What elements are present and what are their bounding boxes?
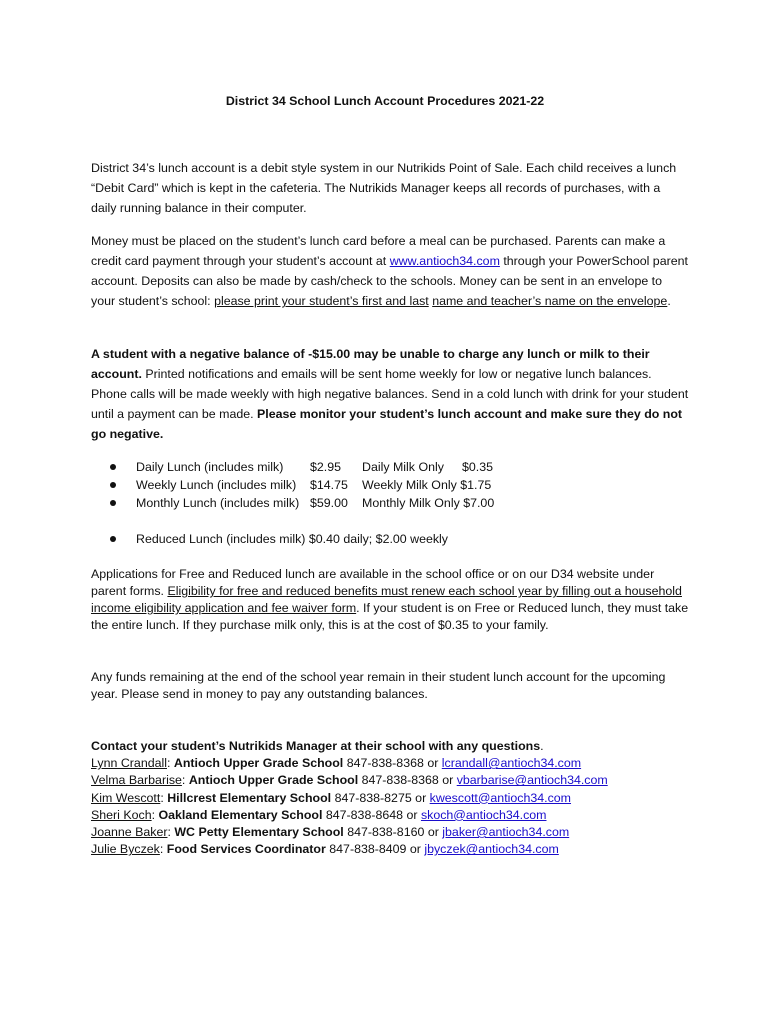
money-paragraph: Money must be placed on the student’s lunch card before a meal can be purchased. Parents can make a credit card payment through your student’s account at www.antioch34.com through your PowerSchool parent account. Deposits can also be made by cash/check to the schools. Money can be sent in an envelope to your student’s school: please print your student’s first and last name and teacher’s name on the envelope.	[91, 234, 688, 308]
contact-email-link[interactable]: kwescott@antioch34.com	[429, 790, 572, 805]
intro-text: District 34’s lunch account is a debit style system in our Nutrikids Point of Sale. Each child receives a lunch “Debit Card” which is kept in the cafeteria. The Nutrikids Manager keeps all records of purchases, with a daily running balance in their computer.	[91, 161, 677, 215]
contact-name: Joanne Baker	[91, 825, 168, 840]
bullet-icon	[110, 464, 116, 470]
bullet-icon	[110, 536, 116, 542]
contact-email-link[interactable]: lcrandall@antioch34.com	[441, 756, 582, 771]
contact-row: Velma Barbarise: Antioch Upper Grade School 847-838-8368 or vbarbarise@antioch34.com	[91, 773, 608, 788]
document-page: District 34 School Lunch Account Procedures 2021-22 District 34’s lunch account is a debit style system in our Nutrikids Point of Sale. Each child receives a lunch “Debit Card” which is kept in the cafeteria. The Nutrikids Manager keeps all records of purchases, with a daily running balance in their computer. Money must be placed on the student’s lunch card before a meal can be purchased. Parents can make a credit card payment through your student’s account at www.antioch34.com through your PowerSchool parent account. Deposits can also be made by cash/check to the schools. Money can be sent in an envelope to your student’s school: please print your student’s first and last name and teacher’s name on the envelope. A student with a negative balance of -$15.00 may be unable to charge any lunch or milk to their account. Printed notifications and emails will be sent home weekly for low or negative lunch balances. Phone calls will be made weekly with high negative balances. Send in a cold lunch with drink for your student until a payment can be made. Please monitor your student’s lunch account and make sure they do not go negative. Daily Lunch (includes milk) $2.95 Daily Milk Only $0.35 Weekly Lunch (includes milk) $14.75 Weekly Milk Only $1.75 Monthly Lunch (includes milk) $59.00 Monthly Milk Only $7.00 Reduced Lunch (includes milk) $0.40 daily; $2.00 weekly Applications for Free and Reduced lunch are available in the school office or on our D34 website under parent forms. Eligibility for free and reduced benefits must renew each school year by filling out a household income eligibility application and fee waiver form. If your student is on Free or Reduced lunch, they must take the entire lunch. If they purchase milk only, this is at the cost of $0.35 to your family. Any funds remaining at the end of the school year remain in their student lunch account for the upcoming year. Please send in money to pay any outstanding balances. Contact your student’s Nutrikids Manager at their school with any questions. Lynn Crandall: Antioch Upper Grade School 847-838-8368 or lcrandall@antioch34.com Velma Barbarise: Antioch Upper Grade School 847-838-8368 or vbarbarise@antioch34.com Kim Wescott: Hillcrest Elementary School 847-838-8275 or kwescott@antioch34.com Sheri Koch: Oakland Elementary School 847-838-8648 or skoch@antioch34.com Joanne Baker: WC Petty Elementary School 847-838-8160 or jbaker@antioch34.com Julie Byczek: Food Services Coordinator 847-838-8409 or jbyczek@antioch34.com	[0, 0, 770, 1024]
contact-row: Julie Byczek: Food Services Coordinator 847-838-8409 or jbyczek@antioch34.com	[91, 842, 559, 857]
contact-row: Kim Wescott: Hillcrest Elementary School 847-838-8275 or kwescott@antioch34.com	[91, 790, 572, 805]
website-link[interactable]: www.antioch34.com	[389, 254, 500, 268]
contact-phone: 847-838-8368	[346, 756, 424, 771]
contact-email-link[interactable]: skoch@antioch34.com	[420, 807, 547, 822]
contact-name: Sheri Koch	[91, 807, 152, 822]
bullet-icon	[110, 482, 116, 488]
negative-bold-1: A student with a negative balance of -$15.00 may be unable to charge any lunch or milk to their account.	[91, 347, 650, 381]
contact-phone: 847-838-8275	[334, 790, 412, 805]
contact-school: Oakland Elementary School	[158, 807, 323, 822]
contacts-section	[91, 738, 608, 858]
contact-school: Antioch Upper Grade School	[188, 773, 359, 788]
contact-school: Antioch Upper Grade School	[173, 756, 344, 771]
contact-row: Sheri Koch: Oakland Elementary School 847-838-8648 or skoch@antioch34.com	[91, 807, 547, 822]
applications-underlined-2: income eligibility application and fee waiver form	[91, 601, 357, 615]
money-underlined-2: name and teacher’s name on the envelope	[432, 294, 668, 308]
contact-name: Julie Byczek	[91, 842, 160, 857]
contact-row: Joanne Baker: WC Petty Elementary School 847-838-8160 or jbaker@antioch34.com	[91, 825, 570, 840]
contact-phone: 847-838-8648	[325, 807, 404, 822]
contact-email-link[interactable]: vbarbarise@antioch34.com	[456, 773, 608, 788]
contact-school: WC Petty Elementary School	[174, 825, 344, 840]
contact-row: Lynn Crandall: Antioch Upper Grade School 847-838-8368 or lcrandall@antioch34.com	[91, 756, 582, 771]
applications-underlined-1: Eligibility for free and reduced benefits must renew each school year by filling out a household	[167, 584, 682, 598]
funds-paragraph: Any funds remaining at the end of the school year remain in their student lunch account for the upcoming year. Please send in money to pay any outstanding balances.	[91, 670, 666, 701]
contact-phone: 847-838-8160	[347, 825, 425, 840]
contact-school: Food Services Coordinator	[166, 842, 326, 857]
money-text-2: through your PowerSchool parent account. Deposits can also be made by cash/check to the schools. Money can be sent in an envelope to your student’s school:	[91, 254, 688, 308]
document-title: District 34 School Lunch Account Procedures 2021-22	[225, 94, 545, 108]
contact-phone: 847-838-8368	[361, 773, 439, 788]
bullet-icon	[110, 500, 116, 506]
contact-heading: Contact your student’s Nutrikids Manager at their school with any questions.	[91, 739, 544, 753]
applications-paragraph: Applications for Free and Reduced lunch are available in the school office or on our D34 website under parent forms. Eligibility for free and reduced benefits must renew each school year by filling out a household income eligibility application and fee waiver form. If your student is on Free or Reduced lunch, they must take the entire lunch. If they purchase milk only, this is at the cost of $0.35 to your family.	[91, 567, 689, 632]
contact-name: Lynn Crandall	[91, 756, 167, 771]
money-underlined-1: please print your student’s first and last	[214, 294, 429, 308]
intro-paragraph	[91, 158, 689, 218]
contact-phone: 847-838-8409	[329, 842, 407, 857]
negative-text: Printed notifications and emails will be sent home weekly for low or negative lunch balances. Phone calls will be made weekly with high negative balances. Send in a cold lunch with drink for your student until a payment can be made.	[91, 367, 689, 421]
negative-bold-2: Please monitor your student’s lunch account and make sure they do not go negative.	[91, 407, 683, 441]
contact-name: Velma Barbarise	[91, 773, 182, 788]
negative-balance-paragraph	[91, 344, 689, 444]
contact-school: Hillcrest Elementary School	[167, 790, 332, 805]
contact-name: Kim Wescott	[91, 790, 161, 805]
contact-list	[91, 755, 608, 858]
money-text-1: Money must be placed on the student’s lunch card before a meal can be purchased. Parents can make a credit card payment through your student’s account at	[91, 234, 666, 268]
contact-email-link[interactable]: jbaker@antioch34.com	[442, 825, 570, 840]
contact-email-link[interactable]: jbyczek@antioch34.com	[424, 842, 559, 857]
